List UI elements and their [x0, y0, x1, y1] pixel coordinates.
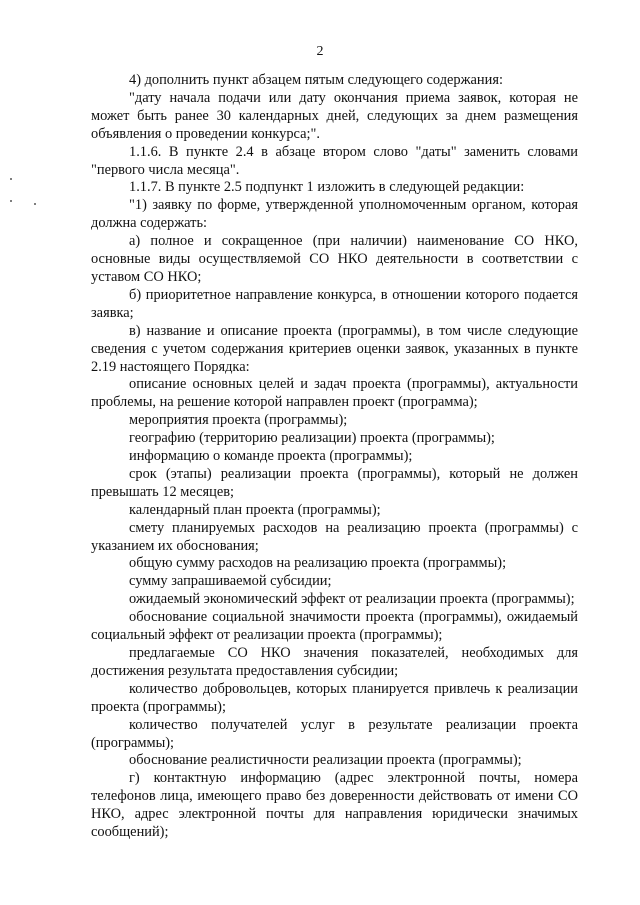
paragraph: общую сумму расходов на реализацию проекта (программы); [129, 555, 507, 572]
paragraph: количество добровольцев, которых планируется привлечь к реализации проекта (программы); [91, 680, 578, 715]
paragraph: ожидаемый экономический эффект от реализации проекта (программы); [129, 591, 575, 608]
paragraph: календарный план проекта (программы); [129, 501, 381, 518]
scan-speck [10, 178, 12, 180]
paragraph: смету планируемых расходов на реализацию проекта (программы) с указанием их обоснования; [91, 519, 578, 554]
paragraph: описание основных целей и задач проекта (программы), актуальности проблемы, на решение которой направлен проект (программа); [91, 376, 578, 411]
paragraph: обоснование социальной значимости проекта (программы), ожидаемый социальный эффект от реализации проекта (программы); [91, 609, 578, 644]
paragraph: 1.1.6. В пункте 2.4 в абзаце втором слово "даты" заменить словами "первого числа месяца". [91, 143, 578, 178]
paragraph: г) контактную информацию (адрес электронной почты, номера телефонов лица, имеющего право без доверенности действовать от имени СО НКО, адрес электронной почты для направления юридически значимых сообщений); [91, 770, 578, 841]
paragraph: "1) заявку по форме, утвержденной уполномоченным органом, которая должна содержать: [91, 197, 578, 232]
paragraph: 1.1.7. В пункте 2.5 подпункт 1 изложить в следующей редакции: [129, 179, 525, 196]
paragraph: сумму запрашиваемой субсидии; [129, 573, 332, 590]
scan-speck [10, 200, 12, 202]
paragraph: мероприятия проекта (программы); [129, 412, 348, 429]
document-body [91, 72, 578, 842]
paragraph: б) приоритетное направление конкурса, в отношении которого подается заявка; [91, 286, 578, 321]
paragraph: предлагаемые СО НКО значения показателей, необходимых для достижения результата предоставления субсидии; [91, 645, 578, 679]
paragraph: срок (этапы) реализации проекта (программы), который не должен превышать 12 месяцев; [91, 465, 578, 500]
paragraph: географию (территорию реализации) проекта (программы); [129, 430, 495, 447]
paragraph: 4) дополнить пункт абзацем пятым следующего содержания: [129, 72, 503, 88]
paragraph: в) название и описание проекта (программы), в том числе следующие сведения с учетом содержания критериев оценки заявок, указанных в пункте 2.19 настоящего Порядка: [91, 322, 578, 375]
scan-speck [34, 203, 36, 205]
paragraph: а) полное и сокращенное (при наличии) наименование СО НКО, основные виды осуществляемой СО НКО деятельности в соответствии с уставом СО НКО; [91, 233, 578, 285]
paragraph: "дату начала подачи или дату окончания приема заявок, которая не может быть ранее 30 календарных дней, следующих за днем размещения объявления о проведении конкурса;". [91, 89, 578, 142]
page-number: 2 [316, 44, 324, 59]
paragraph: обоснование реалистичности реализации проекта (программы); [129, 752, 522, 769]
paragraph: количество получателей услуг в результате реализации проекта (программы); [91, 716, 578, 751]
paragraph: информацию о команде проекта (программы); [129, 448, 413, 465]
